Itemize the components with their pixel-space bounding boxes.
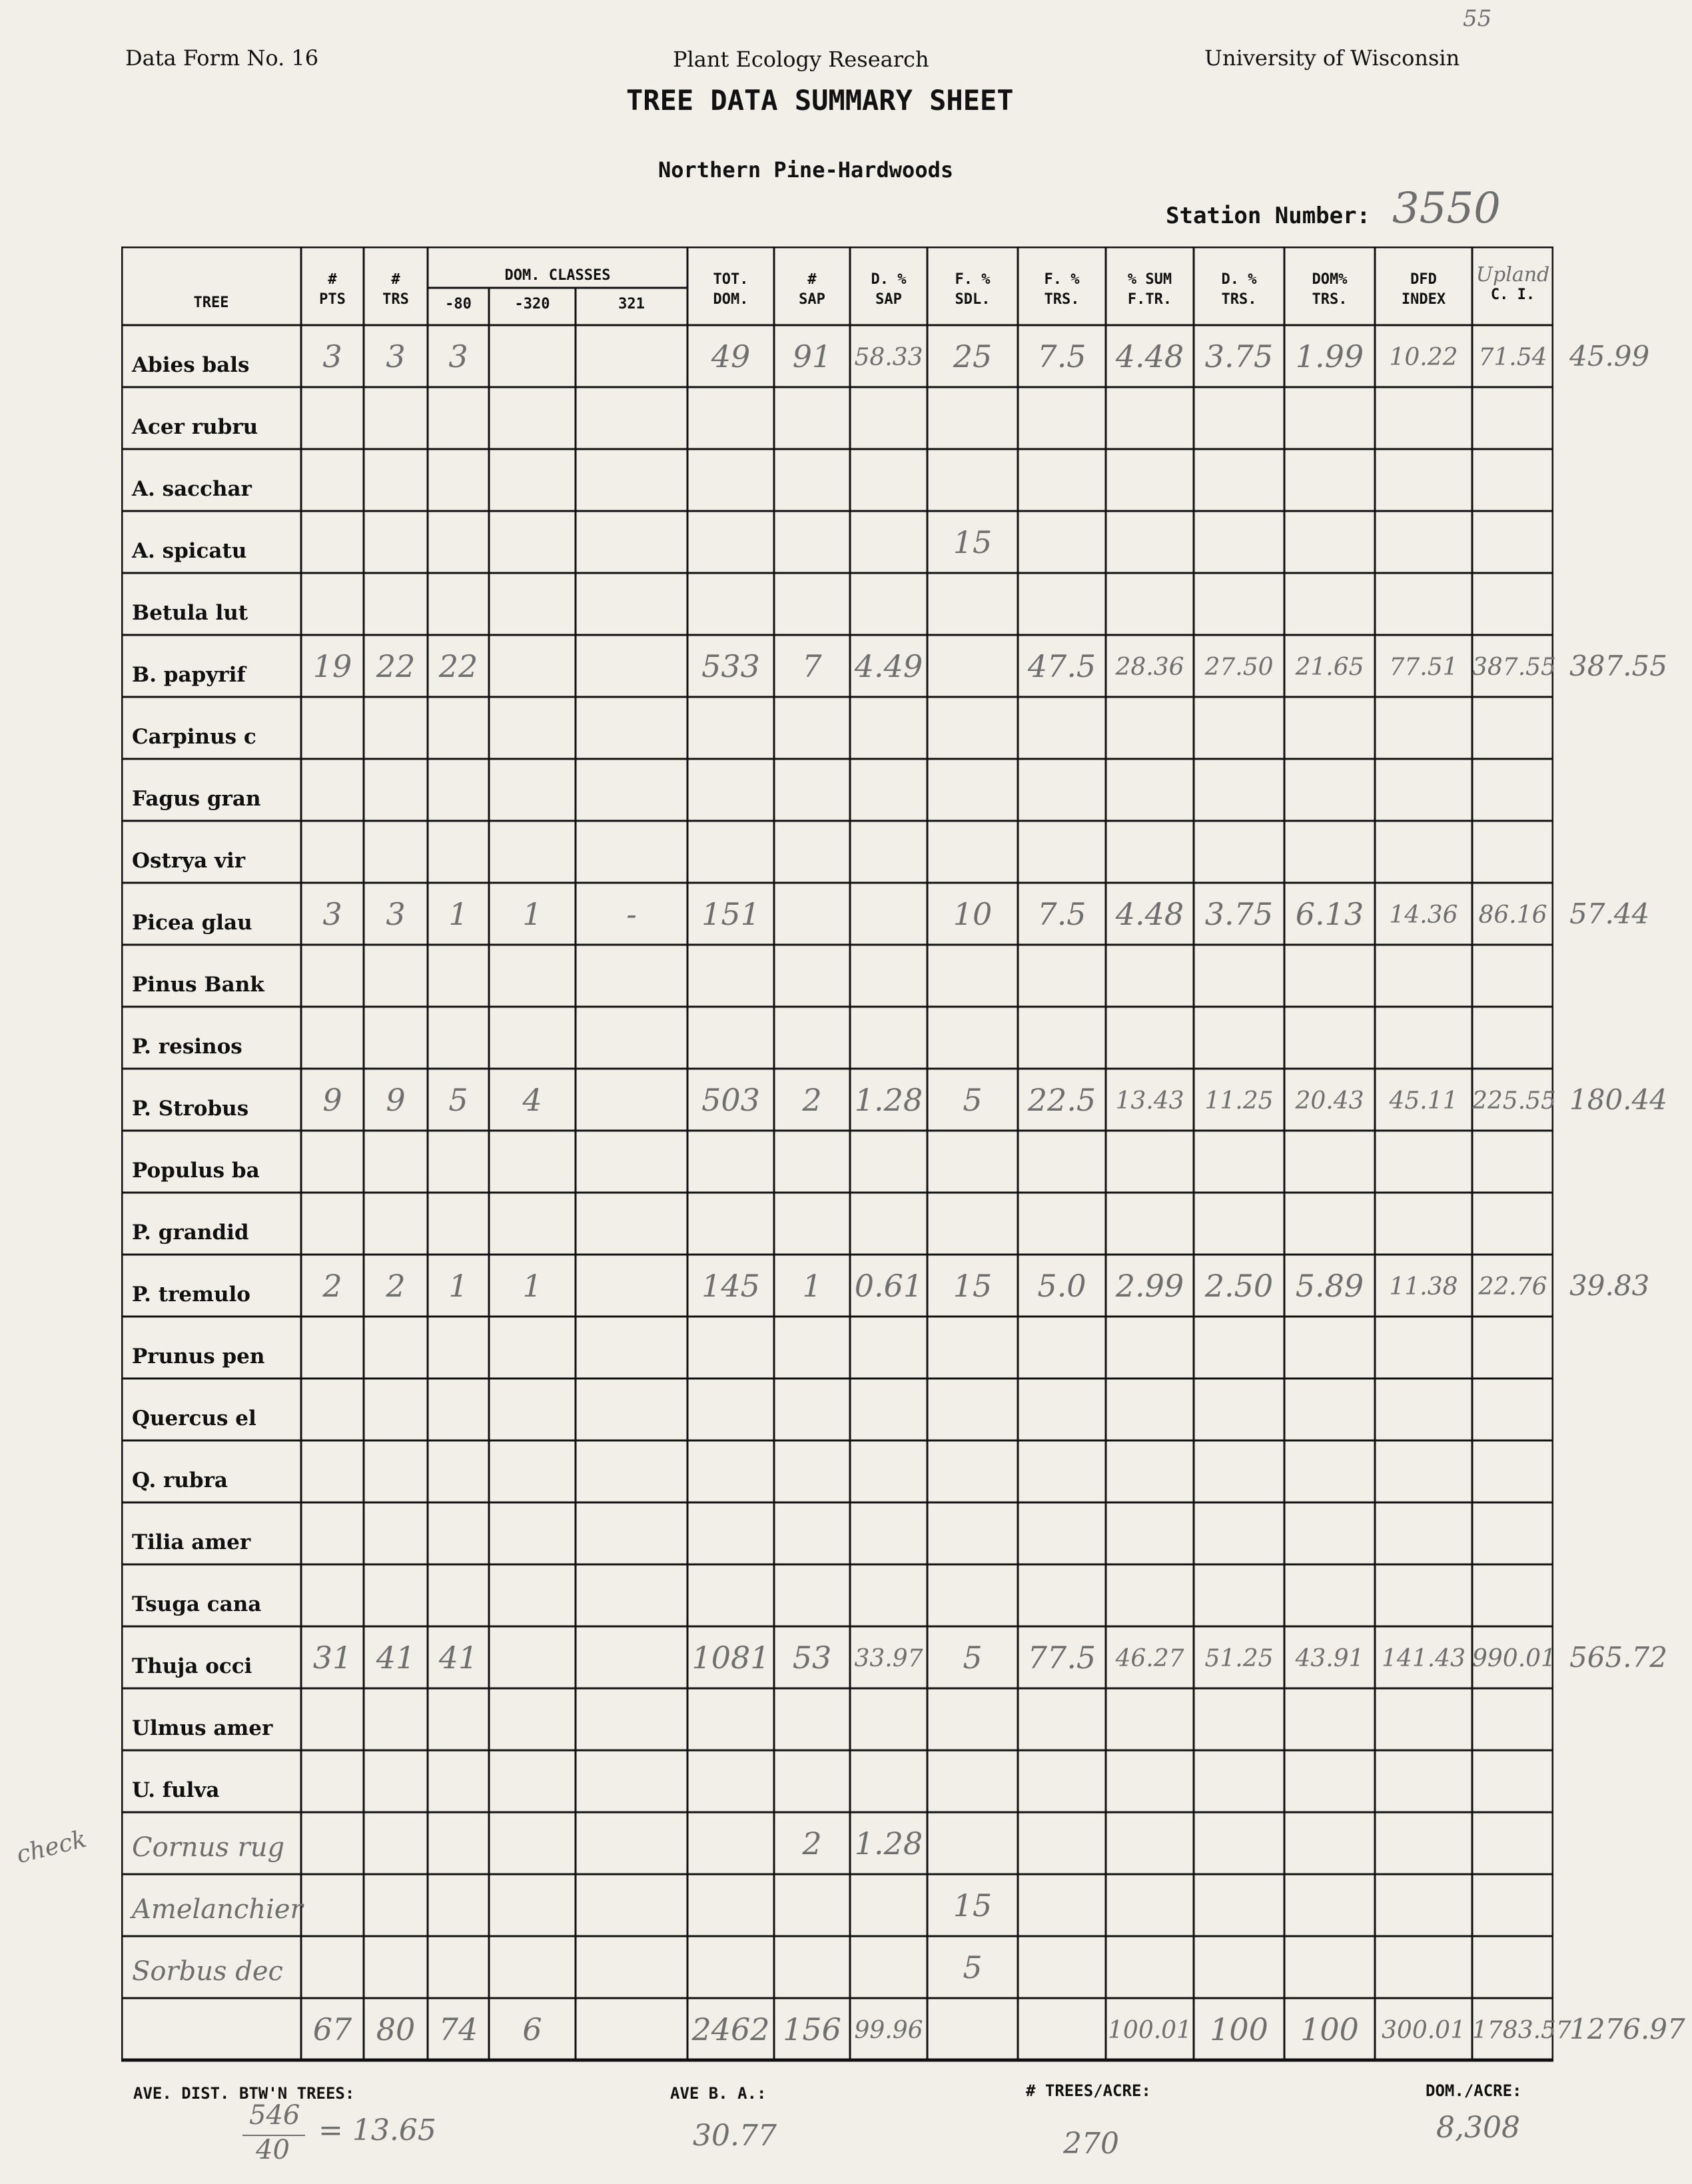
col-header-f-trs: F. % TRS. bbox=[1044, 271, 1080, 308]
table-cell: 5 bbox=[963, 1949, 983, 1985]
table-cell: 77.51 bbox=[1389, 654, 1458, 681]
table-cell: 9 bbox=[322, 1082, 342, 1118]
university-heading: University of Wisconsin bbox=[1204, 45, 1460, 71]
table-cell: 14.36 bbox=[1389, 901, 1458, 929]
table-cell: 2.50 bbox=[1204, 1268, 1274, 1304]
table-cell: 25 bbox=[953, 338, 993, 374]
table-cell: 21.65 bbox=[1295, 654, 1364, 681]
table-cell: 11.38 bbox=[1389, 1273, 1458, 1301]
col-header-dom-321: 321 bbox=[618, 296, 645, 312]
table-cell: 2 bbox=[802, 1826, 822, 1862]
table-cell: 49 bbox=[711, 338, 751, 374]
corner-note: 55 bbox=[1463, 5, 1492, 32]
table-cell: 4.48 bbox=[1115, 896, 1184, 932]
table-cell: 3 bbox=[322, 896, 342, 932]
table-cell: 100.01 bbox=[1108, 2017, 1192, 2044]
dom-per-acre-label: DOM./ACRE: bbox=[1426, 2081, 1522, 2100]
tree-name: P. tremulo bbox=[132, 1283, 250, 1307]
form-number: Data Form No. 16 bbox=[125, 45, 319, 71]
table-cell: 156 bbox=[783, 2011, 841, 2047]
table-cell: 1.99 bbox=[1295, 338, 1364, 374]
table-cell: 28.36 bbox=[1115, 654, 1184, 681]
ave-ba-label: AVE B. A.: bbox=[670, 2084, 767, 2103]
table-cell: 27.50 bbox=[1204, 654, 1274, 681]
table-cell: 3 bbox=[386, 338, 406, 374]
col-header-sum-ftr: % SUM F.TR. bbox=[1127, 271, 1172, 308]
table-cell: 22 bbox=[438, 648, 478, 684]
table-cell: 5 bbox=[963, 1082, 983, 1118]
table-cell: 53 bbox=[792, 1640, 832, 1676]
table-cell: 1.28 bbox=[854, 1826, 923, 1862]
ave-dist-value: = 13.65 bbox=[318, 2113, 436, 2147]
table-cell: 43.91 bbox=[1295, 1645, 1364, 1672]
right-margin-value: 57.44 bbox=[1569, 897, 1650, 930]
station-number: 3550 bbox=[1392, 184, 1501, 233]
table-cell: 225.55 bbox=[1472, 1087, 1556, 1115]
tree-name: Tsuga cana bbox=[132, 1592, 262, 1616]
table-cell: 1783.57 bbox=[1472, 2017, 1571, 2044]
table-cell: 41 bbox=[376, 1640, 416, 1676]
table-cell: 300.01 bbox=[1382, 2017, 1466, 2044]
table-cell: 145 bbox=[701, 1268, 760, 1304]
tree-name: Cornus rug bbox=[132, 1832, 285, 1863]
tree-name: Ostrya vir bbox=[132, 849, 246, 873]
col-header-d-trs: D. % TRS. bbox=[1221, 271, 1257, 308]
ave-dist-denominator: 40 bbox=[256, 2135, 290, 2165]
col-header-tot-dom: TOT. DOM. bbox=[713, 271, 749, 308]
tree-name: A. spicatu bbox=[132, 539, 247, 563]
table-cell: 1081 bbox=[691, 1640, 770, 1676]
table-cell: 11.25 bbox=[1204, 1087, 1274, 1115]
station-label: Station Number: bbox=[1166, 203, 1371, 229]
tree-name: Tilia amer bbox=[132, 1530, 251, 1554]
table-cell: 51.25 bbox=[1204, 1645, 1274, 1672]
table-cell: 15 bbox=[953, 524, 993, 560]
ave-dist-numerator: 546 bbox=[249, 2100, 300, 2131]
table-cell: 9 bbox=[386, 1082, 406, 1118]
table-cell: 1 bbox=[522, 1268, 542, 1304]
tree-name: U. fulva bbox=[132, 1778, 220, 1802]
table-cell: 3.75 bbox=[1204, 338, 1274, 374]
tree-name: P. resinos bbox=[132, 1035, 242, 1059]
col-header-dfd-index: DFD INDEX bbox=[1401, 271, 1446, 308]
table-cell: 46.27 bbox=[1115, 1645, 1184, 1672]
tree-name: Abies bals bbox=[132, 353, 250, 377]
table-cell: 99.96 bbox=[854, 2017, 923, 2044]
table-cell: 74 bbox=[438, 2011, 478, 2047]
col-header-d-sap: D. % SAP bbox=[871, 271, 907, 308]
right-margin-value: 387.55 bbox=[1569, 650, 1667, 682]
tree-data-table bbox=[121, 247, 1571, 2075]
right-margin-value: 1276.97 bbox=[1569, 2013, 1685, 2045]
table-cell: 19 bbox=[312, 648, 352, 684]
tree-name: A. sacchar bbox=[132, 477, 252, 501]
ave-ba-value: 30.77 bbox=[693, 2119, 777, 2153]
col-header-sap: # SAP bbox=[799, 271, 825, 308]
table-cell: 3 bbox=[448, 338, 468, 374]
table-cell: 151 bbox=[701, 896, 760, 932]
table-cell: 47.5 bbox=[1027, 648, 1096, 684]
table-cell: 86.16 bbox=[1478, 901, 1547, 929]
table-cell: 7.5 bbox=[1037, 338, 1086, 374]
table-cell: 0.61 bbox=[854, 1268, 923, 1304]
table-cell: 10 bbox=[953, 896, 993, 932]
tree-name: Carpinus c bbox=[132, 725, 256, 749]
table-cell: 100 bbox=[1210, 2011, 1268, 2047]
table-cell: 3 bbox=[386, 896, 406, 932]
table-cell: 100 bbox=[1300, 2011, 1359, 2047]
table-cell: 2.99 bbox=[1115, 1268, 1184, 1304]
table-cell: 15 bbox=[953, 1888, 993, 1923]
table-cell: 6 bbox=[522, 2011, 542, 2047]
table-cell: 1 bbox=[802, 1268, 822, 1304]
table-cell: 533 bbox=[701, 648, 760, 684]
table-cell: 990.01 bbox=[1472, 1645, 1556, 1672]
tree-name: Fagus gran bbox=[132, 787, 261, 811]
tree-name: Quercus el bbox=[132, 1406, 256, 1430]
trees-per-acre-label: # TREES/ACRE: bbox=[1026, 2081, 1151, 2100]
table-cell: 22.5 bbox=[1027, 1082, 1096, 1118]
table-cell: 5 bbox=[963, 1640, 983, 1676]
table-cell: 2 bbox=[322, 1268, 342, 1304]
table-cell: 1.28 bbox=[854, 1082, 923, 1118]
table-cell: 22 bbox=[376, 648, 416, 684]
tree-name: B. papyrif bbox=[132, 663, 246, 687]
table-cell: 77.5 bbox=[1027, 1640, 1096, 1676]
table-cell: 3 bbox=[322, 338, 342, 374]
col-header-dom-classes: DOM. CLASSES bbox=[504, 267, 611, 284]
table-cell: 1 bbox=[448, 1268, 468, 1304]
col-header-dom-trs: DOM% TRS. bbox=[1312, 271, 1348, 308]
table-cell: 3.75 bbox=[1204, 896, 1274, 932]
col-header-pts: # PTS bbox=[319, 271, 346, 308]
trees-per-acre-value: 270 bbox=[1063, 2127, 1119, 2161]
table-cell: 4.48 bbox=[1115, 338, 1184, 374]
table-cell: - bbox=[626, 896, 637, 932]
table-cell: 80 bbox=[376, 2011, 416, 2047]
table-cell: 503 bbox=[701, 1082, 760, 1118]
tree-name: Populus ba bbox=[132, 1159, 260, 1183]
table-cell: 45.11 bbox=[1389, 1087, 1458, 1115]
tree-name: Pinus Bank bbox=[132, 973, 264, 997]
table-cell: 15 bbox=[953, 1268, 993, 1304]
right-margin-value: 565.72 bbox=[1569, 1641, 1667, 1674]
table-cell: 387.55 bbox=[1472, 654, 1556, 681]
table-cell: 2 bbox=[386, 1268, 406, 1304]
table-cell: 31 bbox=[312, 1640, 352, 1676]
tree-name: P. Strobus bbox=[132, 1097, 249, 1121]
margin-note: check bbox=[13, 1825, 90, 1870]
table-cell: 141.43 bbox=[1382, 1645, 1466, 1672]
research-heading: Plant Ecology Research bbox=[673, 47, 929, 72]
table-cell: 4 bbox=[522, 1082, 542, 1118]
sheet-subtitle: Northern Pine-Hardwoods bbox=[658, 157, 954, 183]
table-cell: 7 bbox=[802, 648, 822, 684]
tree-name: Betula lut bbox=[132, 601, 248, 625]
tree-name: P. grandid bbox=[132, 1221, 249, 1245]
table-cell: 1 bbox=[448, 896, 468, 932]
table-cell: 5.89 bbox=[1295, 1268, 1364, 1304]
tree-name: Acer rubru bbox=[132, 415, 258, 439]
table-cell: 4.49 bbox=[854, 648, 923, 684]
table-cell: 6.13 bbox=[1295, 896, 1364, 932]
table-cell: 91 bbox=[792, 338, 832, 374]
table-grid-lines bbox=[121, 247, 1571, 2075]
table-cell: 41 bbox=[438, 1640, 478, 1676]
table-cell: 2 bbox=[802, 1082, 822, 1118]
table-cell: 20.43 bbox=[1295, 1087, 1364, 1115]
table-cell: 67 bbox=[312, 2011, 352, 2047]
tree-name: Thuja occi bbox=[132, 1654, 252, 1678]
table-cell: 5.0 bbox=[1037, 1268, 1086, 1304]
right-margin-value: 180.44 bbox=[1569, 1083, 1667, 1116]
sheet-title: TREE DATA SUMMARY SHEET bbox=[626, 84, 1014, 117]
table-cell: 33.97 bbox=[854, 1645, 923, 1672]
table-cell: 13.43 bbox=[1115, 1087, 1184, 1115]
col-header-dom-80: -80 bbox=[445, 296, 472, 312]
table-cell: 22.76 bbox=[1478, 1273, 1547, 1301]
table-cell: 71.54 bbox=[1478, 344, 1547, 371]
col-header-ci: Upland C. I. bbox=[1476, 263, 1550, 303]
dom-per-acre-value: 8,308 bbox=[1436, 2111, 1520, 2145]
table-cell: 7.5 bbox=[1037, 896, 1086, 932]
table-cell: 58.33 bbox=[854, 344, 923, 371]
right-margin-value: 45.99 bbox=[1569, 340, 1650, 372]
col-header-tree: TREE bbox=[193, 294, 229, 311]
tree-name: Prunus pen bbox=[132, 1345, 265, 1368]
right-margin-value: 39.83 bbox=[1569, 1269, 1650, 1302]
tree-name: Picea glau bbox=[132, 911, 252, 935]
tree-name: Ulmus amer bbox=[132, 1716, 273, 1740]
table-cell: 1 bbox=[522, 896, 542, 932]
tree-name: Amelanchier bbox=[132, 1894, 303, 1925]
table-cell: 5 bbox=[448, 1082, 468, 1118]
tree-name: Sorbus dec bbox=[132, 1956, 283, 1987]
table-cell: 2462 bbox=[691, 2011, 770, 2047]
table-cell: 10.22 bbox=[1389, 344, 1458, 371]
col-header-trs: # TRS bbox=[382, 271, 409, 308]
col-header-f-sdl: F. % SDL. bbox=[955, 271, 991, 308]
ave-dist-label: AVE. DIST. BTW'N TREES: bbox=[133, 2084, 355, 2103]
tree-name: Q. rubra bbox=[132, 1468, 228, 1492]
col-header-dom-320: -320 bbox=[514, 296, 550, 312]
